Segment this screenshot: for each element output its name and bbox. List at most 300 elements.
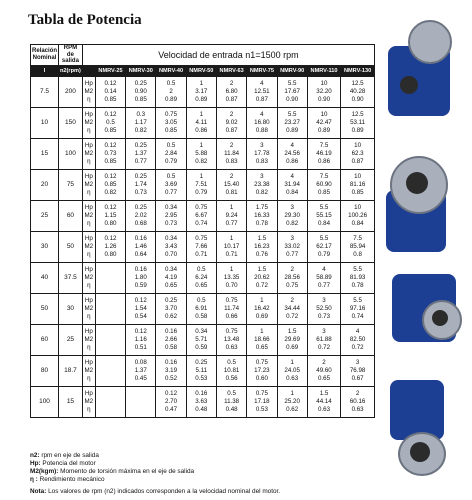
value-text: 16.42 bbox=[254, 304, 270, 312]
value-cell bbox=[341, 262, 375, 293]
value-cell bbox=[216, 324, 246, 355]
value-cell bbox=[216, 200, 246, 231]
value-text: 97.16 bbox=[349, 304, 366, 312]
rpm-cell: 15 bbox=[59, 386, 83, 417]
value-text: 0.82 bbox=[104, 188, 117, 196]
value-text: 1.74 bbox=[134, 180, 147, 188]
value-text: 0.68 bbox=[134, 219, 147, 227]
value-text: 0.85 bbox=[104, 95, 117, 103]
value-text: 1.5 bbox=[319, 389, 329, 397]
label-text: η bbox=[87, 219, 91, 227]
value-text: 16.23 bbox=[254, 242, 270, 250]
value-text: 12.51 bbox=[254, 87, 270, 95]
value-text: 4 bbox=[355, 327, 360, 335]
value-text: 1.5 bbox=[257, 265, 267, 273]
ratio-cell: 25 bbox=[31, 200, 59, 231]
value-cell bbox=[156, 107, 186, 138]
value-text: 0.79 bbox=[317, 250, 331, 258]
value-text: 62.3 bbox=[351, 149, 364, 157]
value-cell bbox=[247, 138, 277, 169]
value-text: 0.14 bbox=[104, 87, 117, 95]
value-cell bbox=[307, 262, 340, 293]
value-text: 4.11 bbox=[195, 118, 208, 126]
value-text: 0.70 bbox=[225, 281, 238, 289]
value-text: 0.80 bbox=[104, 250, 117, 258]
value-text: 0.25 bbox=[134, 141, 147, 149]
label-text: η bbox=[87, 95, 91, 103]
value-text: 1.37 bbox=[134, 366, 147, 374]
value-cell bbox=[95, 76, 125, 107]
value-text: 1 bbox=[290, 389, 294, 397]
value-text: 0.73 bbox=[104, 149, 117, 157]
value-text: 17.78 bbox=[254, 149, 270, 157]
value-text: 23.38 bbox=[254, 180, 270, 188]
value-text: 7.5 bbox=[353, 234, 362, 242]
value-text bbox=[97, 297, 124, 305]
value-text: 6.80 bbox=[225, 87, 238, 95]
model-header: NMRV-50 bbox=[186, 65, 216, 76]
value-cell bbox=[95, 386, 125, 417]
value-text bbox=[97, 375, 124, 383]
value-text: 11.84 bbox=[224, 149, 240, 157]
value-cell bbox=[277, 169, 307, 200]
value-text: 0.86 bbox=[317, 157, 331, 165]
value-text: 34.44 bbox=[284, 304, 300, 312]
value-cell bbox=[216, 262, 246, 293]
value-text: 44.14 bbox=[316, 397, 332, 405]
value-text: 0.78 bbox=[255, 219, 268, 227]
value-text: 0.08 bbox=[134, 358, 147, 366]
value-text: 0.90 bbox=[286, 95, 299, 103]
model-header: NMRV-130 bbox=[341, 65, 375, 76]
note-line: Hp: Potencia del motor bbox=[30, 460, 96, 467]
label-text: η bbox=[87, 343, 91, 351]
value-cell bbox=[307, 355, 340, 386]
value-text: 0.74 bbox=[195, 219, 208, 227]
label-text: η bbox=[87, 312, 91, 320]
label-text: η bbox=[87, 157, 91, 165]
value-text: 0.89 bbox=[286, 126, 299, 134]
value-cell bbox=[95, 169, 125, 200]
value-cell bbox=[156, 231, 186, 262]
label-text: Hp bbox=[84, 358, 93, 366]
value-text: 0.16 bbox=[134, 265, 147, 273]
rpm-cell: 60 bbox=[59, 200, 83, 231]
label-cell bbox=[82, 324, 95, 355]
label-cell bbox=[82, 262, 95, 293]
value-text: 0.63 bbox=[225, 343, 238, 351]
value-text: 60.90 bbox=[316, 180, 332, 188]
value-cell bbox=[247, 200, 277, 231]
value-text: 4 bbox=[290, 141, 294, 149]
ratio-cell: 60 bbox=[31, 324, 59, 355]
value-text: 9.02 bbox=[225, 118, 238, 126]
value-text bbox=[127, 390, 154, 398]
value-text: 0.83 bbox=[225, 157, 238, 165]
label-text: η bbox=[87, 281, 91, 289]
value-cell bbox=[247, 107, 277, 138]
value-cell bbox=[126, 200, 156, 231]
value-text: 3.19 bbox=[165, 366, 178, 374]
value-text: 32.20 bbox=[316, 87, 332, 95]
value-cell bbox=[156, 293, 186, 324]
label-text: M2 bbox=[84, 87, 94, 95]
value-text: 81.16 bbox=[349, 180, 366, 188]
value-text: 0.90 bbox=[351, 95, 364, 103]
value-text: 1 bbox=[260, 296, 264, 304]
label-text: M2 bbox=[84, 304, 94, 312]
value-cell bbox=[216, 293, 246, 324]
value-cell bbox=[277, 107, 307, 138]
value-text: 4 bbox=[260, 79, 264, 87]
value-text: 0.77 bbox=[317, 281, 331, 289]
value-cell bbox=[156, 262, 186, 293]
value-text: 3 bbox=[290, 203, 294, 211]
label-cell bbox=[82, 107, 95, 138]
table-row bbox=[31, 200, 375, 231]
value-cell bbox=[126, 231, 156, 262]
value-text: 2.02 bbox=[134, 211, 147, 219]
value-text bbox=[97, 344, 124, 352]
value-cell bbox=[156, 324, 186, 355]
value-text: 5.88 bbox=[195, 149, 208, 157]
value-text: 13.35 bbox=[223, 273, 240, 281]
value-cell bbox=[126, 138, 156, 169]
value-text: 61.88 bbox=[316, 335, 332, 343]
value-text: 0.5 bbox=[227, 389, 236, 397]
label-cell bbox=[82, 231, 95, 262]
label-text: η bbox=[87, 405, 91, 413]
value-text: 1 bbox=[260, 327, 264, 335]
label-text: Hp bbox=[84, 265, 93, 273]
value-cell bbox=[126, 355, 156, 386]
value-text: 0.45 bbox=[134, 374, 147, 382]
value-text: 0.77 bbox=[286, 250, 299, 258]
value-text: 10 bbox=[354, 172, 362, 180]
value-text bbox=[97, 406, 124, 414]
value-text: 3 bbox=[322, 296, 326, 304]
value-text: 0.87 bbox=[351, 157, 364, 165]
value-text: 2.70 bbox=[165, 397, 178, 405]
label-cell bbox=[82, 386, 95, 417]
label-text: M2 bbox=[84, 211, 94, 219]
label-text: M2 bbox=[84, 180, 94, 188]
value-text: 4 bbox=[290, 172, 294, 180]
value-text: 2 bbox=[169, 87, 173, 95]
value-text: 9.24 bbox=[225, 211, 238, 219]
label-text: Hp bbox=[84, 296, 93, 304]
value-text: 0.65 bbox=[255, 343, 268, 351]
value-text bbox=[97, 274, 124, 282]
value-text: 12.5 bbox=[351, 79, 364, 87]
value-text: 0.80 bbox=[104, 219, 117, 227]
value-text: 0.87 bbox=[225, 126, 238, 134]
value-text: 0.87 bbox=[225, 95, 238, 103]
value-cell bbox=[95, 293, 125, 324]
value-text: 0.53 bbox=[255, 405, 268, 413]
value-text: 0.56 bbox=[225, 374, 238, 382]
value-text: 1 bbox=[229, 265, 234, 273]
table-row bbox=[31, 355, 375, 386]
value-text: 0.69 bbox=[255, 312, 268, 320]
label-text: η bbox=[87, 374, 91, 382]
value-text: 0.5 bbox=[166, 79, 176, 87]
value-text: 11.38 bbox=[224, 397, 240, 405]
value-cell bbox=[307, 293, 340, 324]
value-text: 3 bbox=[290, 234, 294, 242]
value-text: 0.63 bbox=[317, 405, 331, 413]
rpm-cell: 18.7 bbox=[59, 355, 83, 386]
label-cell bbox=[82, 200, 95, 231]
value-text: 0.16 bbox=[165, 327, 178, 335]
value-text: 1.80 bbox=[134, 273, 147, 281]
value-cell bbox=[216, 386, 246, 417]
value-text: 40.28 bbox=[349, 87, 366, 95]
value-text: 0.63 bbox=[351, 405, 364, 413]
value-text: 5.5 bbox=[319, 234, 329, 242]
table-row bbox=[31, 262, 375, 293]
value-cell bbox=[307, 200, 340, 231]
label-text: M2 bbox=[84, 273, 94, 281]
value-cell bbox=[126, 293, 156, 324]
value-text: 0.34 bbox=[195, 327, 208, 335]
model-header: NMRV-90 bbox=[277, 65, 307, 76]
value-cell bbox=[126, 76, 156, 107]
value-text: 0.69 bbox=[286, 343, 299, 351]
table-row bbox=[31, 169, 375, 200]
ratio-cell: 50 bbox=[31, 293, 59, 324]
label-text: M2 bbox=[84, 118, 94, 126]
ratio-cell: 7.5 bbox=[31, 76, 59, 107]
value-cell bbox=[341, 107, 375, 138]
rpm-cell: 100 bbox=[59, 138, 83, 169]
value-text: 0.90 bbox=[134, 87, 147, 95]
header-speed: Velocidad de entrada n1=1500 rpm bbox=[82, 45, 374, 66]
value-text: 0.12 bbox=[134, 296, 147, 304]
value-cell bbox=[341, 200, 375, 231]
header-label-col bbox=[82, 65, 95, 76]
value-text: 7.66 bbox=[195, 242, 208, 250]
value-cell bbox=[95, 200, 125, 231]
value-text: 0.25 bbox=[165, 296, 178, 304]
value-text: 0.12 bbox=[104, 172, 117, 180]
value-text: 2 bbox=[355, 389, 360, 397]
value-text: 16.80 bbox=[254, 118, 270, 126]
value-cell bbox=[341, 231, 375, 262]
value-text: 0.81 bbox=[225, 188, 238, 196]
ratio-cell: 80 bbox=[31, 355, 59, 386]
value-text: 3.70 bbox=[165, 304, 178, 312]
value-text: 0.63 bbox=[286, 374, 299, 382]
value-text: 60.16 bbox=[349, 397, 366, 405]
value-text: 1 bbox=[229, 203, 234, 211]
value-text: 0.85 bbox=[351, 188, 364, 196]
value-text: 85.94 bbox=[349, 242, 366, 250]
label-cell bbox=[82, 169, 95, 200]
label-text: Hp bbox=[84, 172, 93, 180]
value-text: 3.43 bbox=[165, 242, 178, 250]
value-text: 5.5 bbox=[287, 110, 297, 118]
rpm-cell: 150 bbox=[59, 107, 83, 138]
value-cell bbox=[341, 293, 375, 324]
value-text: 24.56 bbox=[284, 149, 300, 157]
label-cell bbox=[82, 293, 95, 324]
value-text: 0.58 bbox=[165, 343, 178, 351]
value-text: 18.66 bbox=[254, 335, 270, 343]
value-text: 0.5 bbox=[197, 265, 206, 273]
value-text: 2.84 bbox=[165, 149, 178, 157]
value-text: 23.27 bbox=[284, 118, 300, 126]
value-text: 49.60 bbox=[316, 366, 332, 374]
value-cell bbox=[95, 262, 125, 293]
value-text: 0.5 bbox=[197, 296, 206, 304]
value-text bbox=[97, 313, 124, 321]
value-text: 1 bbox=[199, 79, 204, 87]
value-text: 1 bbox=[199, 141, 204, 149]
value-cell bbox=[307, 231, 340, 262]
value-text: 29.69 bbox=[284, 335, 300, 343]
value-text: 0.85 bbox=[134, 95, 147, 103]
value-text: 3 bbox=[260, 141, 264, 149]
power-table bbox=[30, 44, 375, 418]
label-text: η bbox=[87, 250, 91, 258]
value-text: 0.64 bbox=[134, 250, 147, 258]
value-cell bbox=[341, 76, 375, 107]
value-text: 0.62 bbox=[165, 312, 178, 320]
value-text: 20.62 bbox=[254, 273, 270, 281]
value-cell bbox=[341, 169, 375, 200]
value-text: 3 bbox=[260, 172, 264, 180]
value-cell bbox=[307, 138, 340, 169]
value-text: 1.17 bbox=[134, 118, 147, 126]
value-text bbox=[97, 336, 124, 344]
label-text: Hp bbox=[84, 79, 93, 87]
value-text: 2.95 bbox=[165, 211, 178, 219]
value-text: 55.15 bbox=[316, 211, 332, 219]
model-header: NMRV-75 bbox=[247, 65, 277, 76]
rpm-cell: 200 bbox=[59, 76, 83, 107]
value-text: 0.72 bbox=[255, 281, 268, 289]
value-text: 2.66 bbox=[165, 335, 178, 343]
value-text: 0.12 bbox=[104, 234, 117, 242]
value-cell bbox=[95, 138, 125, 169]
value-text: 17.67 bbox=[284, 87, 300, 95]
model-header: NMRV-110 bbox=[307, 65, 340, 76]
value-text: 0.75 bbox=[286, 281, 299, 289]
value-text: 0.3 bbox=[136, 110, 146, 118]
value-cell bbox=[186, 200, 216, 231]
value-text bbox=[97, 367, 124, 375]
value-text: 0.65 bbox=[165, 281, 178, 289]
value-text: 0.77 bbox=[165, 188, 178, 196]
value-text: 7.5 bbox=[319, 141, 329, 149]
label-text: M2 bbox=[84, 366, 94, 374]
value-cell bbox=[186, 293, 216, 324]
value-cell bbox=[186, 386, 216, 417]
value-cell bbox=[277, 231, 307, 262]
label-cell bbox=[82, 76, 95, 107]
value-text: 53.11 bbox=[350, 118, 366, 126]
value-text: 0.89 bbox=[165, 95, 178, 103]
value-cell bbox=[126, 262, 156, 293]
value-cell bbox=[247, 262, 277, 293]
value-text: 0.82 bbox=[255, 188, 268, 196]
value-text: 0.78 bbox=[351, 281, 364, 289]
model-header: NMRV-25 bbox=[95, 65, 125, 76]
gearbox-photo-3 bbox=[378, 260, 472, 360]
value-cell bbox=[156, 138, 186, 169]
value-text: 6.24 bbox=[195, 273, 208, 281]
value-text: 4 bbox=[260, 110, 264, 118]
value-cell bbox=[277, 324, 307, 355]
value-text: 0.88 bbox=[255, 126, 268, 134]
value-text: 2 bbox=[322, 358, 326, 366]
value-cell bbox=[95, 324, 125, 355]
model-header: NMRV-63 bbox=[216, 65, 246, 76]
value-text: 0.34 bbox=[165, 234, 178, 242]
value-cell bbox=[126, 386, 156, 417]
table-row bbox=[31, 76, 375, 107]
value-text: 10 bbox=[354, 203, 362, 211]
rpm-cell: 50 bbox=[59, 231, 83, 262]
value-text: 62.17 bbox=[316, 242, 332, 250]
ratio-cell: 100 bbox=[31, 386, 59, 417]
ratio-cell: 30 bbox=[31, 231, 59, 262]
table-row bbox=[31, 231, 375, 262]
value-cell bbox=[186, 262, 216, 293]
value-cell bbox=[95, 107, 125, 138]
value-text: 5.5 bbox=[353, 265, 362, 273]
value-text: 0.73 bbox=[165, 219, 178, 227]
value-text: 7.5 bbox=[319, 172, 329, 180]
value-text: 0.48 bbox=[225, 405, 238, 413]
value-text bbox=[97, 359, 124, 367]
value-text: 0.75 bbox=[165, 110, 178, 118]
value-cell bbox=[307, 386, 340, 417]
value-text: 0.25 bbox=[134, 79, 147, 87]
value-text: 0.54 bbox=[134, 312, 147, 320]
value-cell bbox=[216, 169, 246, 200]
value-text: 0.87 bbox=[255, 95, 268, 103]
value-text: 3 bbox=[355, 358, 360, 366]
value-text: 2 bbox=[290, 296, 294, 304]
value-cell bbox=[341, 386, 375, 417]
value-cell bbox=[277, 76, 307, 107]
value-text bbox=[97, 390, 124, 398]
value-text: 0.82 bbox=[195, 157, 208, 165]
value-text: 0.48 bbox=[195, 405, 208, 413]
value-cell bbox=[341, 355, 375, 386]
rpm-cell: 37.5 bbox=[59, 262, 83, 293]
value-cell bbox=[186, 76, 216, 107]
value-text: 0.5 bbox=[166, 172, 176, 180]
label-text: Hp bbox=[84, 110, 93, 118]
ratio-cell: 15 bbox=[31, 138, 59, 169]
value-text: 0.75 bbox=[255, 358, 268, 366]
value-text: 0.52 bbox=[165, 374, 178, 382]
value-text: 0.5 bbox=[227, 358, 236, 366]
value-text: 0.16 bbox=[165, 358, 178, 366]
value-text: 0.16 bbox=[195, 389, 208, 397]
value-text: 0.71 bbox=[225, 250, 238, 258]
value-text: 1.16 bbox=[134, 335, 147, 343]
value-text: 3 bbox=[322, 327, 326, 335]
value-text: 0.53 bbox=[195, 374, 208, 382]
value-cell bbox=[307, 324, 340, 355]
label-cell bbox=[82, 138, 95, 169]
value-text bbox=[97, 398, 124, 406]
value-text: 0.85 bbox=[317, 188, 331, 196]
